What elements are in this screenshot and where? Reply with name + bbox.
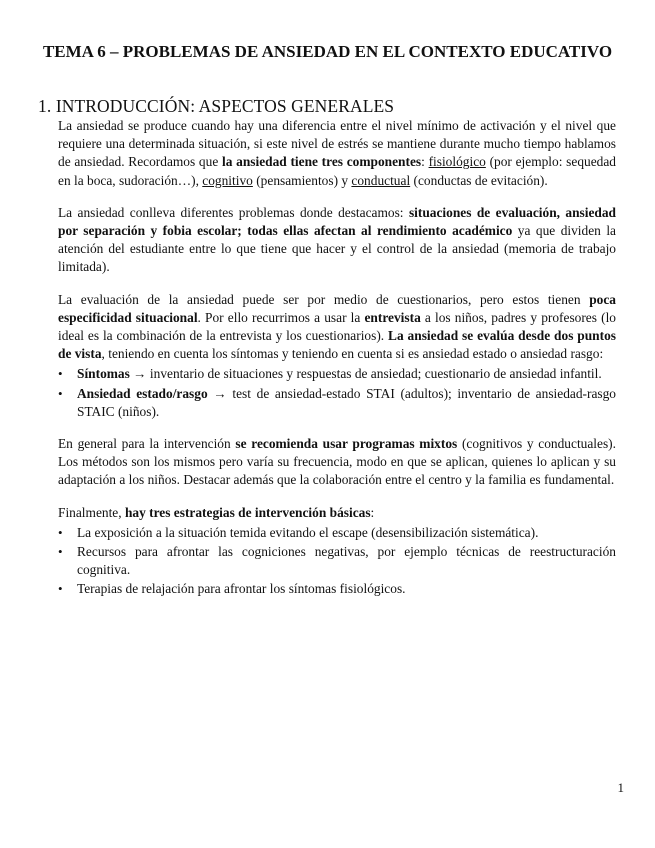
text: La evaluación de la ansiedad puede ser por medio de cuestionarios, pero estos tienen [58, 291, 590, 307]
text: : [421, 154, 429, 170]
list-item [58, 580, 616, 598]
bold-text: Síntomas → [77, 366, 147, 382]
text: , teniendo en cuenta los síntomas y teniendo en cuenta si es ansiedad estado o ansiedad rasgo: [101, 346, 604, 362]
list-item [58, 385, 616, 421]
section-heading [38, 95, 618, 117]
section-number: 1. [38, 96, 52, 116]
text: test de ansiedad-estado STAI (adultos); inventario de ansiedad-rasgo STAIC (niños). [77, 385, 616, 419]
text: En general para la intervención [58, 436, 236, 452]
bullet-icon: • [58, 524, 63, 540]
bold-text: hay tres estrategias de intervención básicas [124, 504, 371, 520]
text: La ansiedad conlleva diferentes problemas donde destacamos: [58, 204, 409, 220]
text: : [370, 504, 375, 520]
evaluation-list [58, 365, 616, 421]
list-item [58, 524, 616, 542]
text: . Por ello recurrimos a usar la [197, 309, 365, 325]
text: inventario de situaciones y respuestas de ansiedad; cuestionario de ansiedad infantil. [146, 366, 602, 382]
text: (por ejemplo: sequedad en la boca, sudoración…), [58, 154, 616, 188]
strategies-list [58, 524, 616, 599]
underlined-term: cognitivo [202, 172, 253, 188]
underlined-term: fisiológico [428, 154, 486, 170]
bullet-icon: • [58, 544, 63, 560]
bold-text: la ansiedad tiene tres componentes [221, 154, 422, 170]
document-body [58, 117, 616, 613]
paragraph-intervention [58, 435, 616, 490]
bold-text: La ansiedad se evalúa desde dos puntos de vista [58, 328, 616, 362]
text: Terapias de relajación para afrontar los síntomas fisiológicos. [77, 581, 406, 597]
list-item [58, 543, 616, 579]
paragraph-definition [58, 117, 616, 190]
text: Recursos para afrontar las cogniciones negativas, por ejemplo técnicas de reestructuración cognitiva. [77, 544, 616, 578]
page-number: 1 [617, 780, 624, 795]
bullet-icon: • [58, 366, 63, 382]
text: La ansiedad se produce cuando hay una diferencia entre el nivel mínimo de activación y el nivel que requiere una determinada situación, si este nivel de estrés se mantiene durante mucho tiempo hablamos de ansiedad. Recordamos que [58, 118, 616, 170]
bold-text: entrevista [364, 309, 421, 325]
underlined-term: conductual [351, 172, 411, 188]
section-title: INTRODUCCIÓN: ASPECTOS GENERALES [55, 96, 395, 116]
text: Finalmente, [58, 504, 125, 520]
bullet-icon: • [58, 385, 63, 401]
text: a los niños, padres y profesores (lo ideal es la combinación de la entrevista y los cuestionarios). [58, 309, 616, 344]
text: (conductas de evitación). [410, 172, 548, 188]
paragraph-problems [58, 204, 616, 277]
bullet-icon: • [58, 581, 63, 597]
text: (cognitivos y conductuales). Los métodos son los mismos pero varía su frecuencia, modo en que se aplican, quienes lo aplican y su adaptación a los niños. Destacar además que la colaboración entre el centro y la familia es fundamental. [58, 436, 616, 488]
text: (pensamientos) y [252, 172, 352, 188]
bold-text: se recomienda usar programas mixtos [235, 436, 458, 452]
text: ya que dividen la atención del estudiante entre lo que tiene que hacer y el control de la ansiedad (memoria de trabajo limitada). [58, 223, 616, 275]
bold-text: Ansiedad estado/rasgo → [77, 385, 227, 401]
document-title: TEMA 6 – PROBLEMAS DE ANSIEDAD EN EL CONTEXTO EDUCATIVO [42, 42, 613, 61]
list-item [58, 365, 616, 383]
paragraph-evaluation [58, 291, 616, 364]
paragraph-strategies [58, 504, 616, 522]
bold-text: poca especificidad situacional [58, 291, 616, 325]
text: La exposición a la situación temida evitando el escape (desensibilización sistemática). [77, 524, 539, 540]
bold-text: situaciones de evaluación, ansiedad por separación y fobia escolar; todas ellas afectan al rendimiento académico [58, 204, 617, 239]
